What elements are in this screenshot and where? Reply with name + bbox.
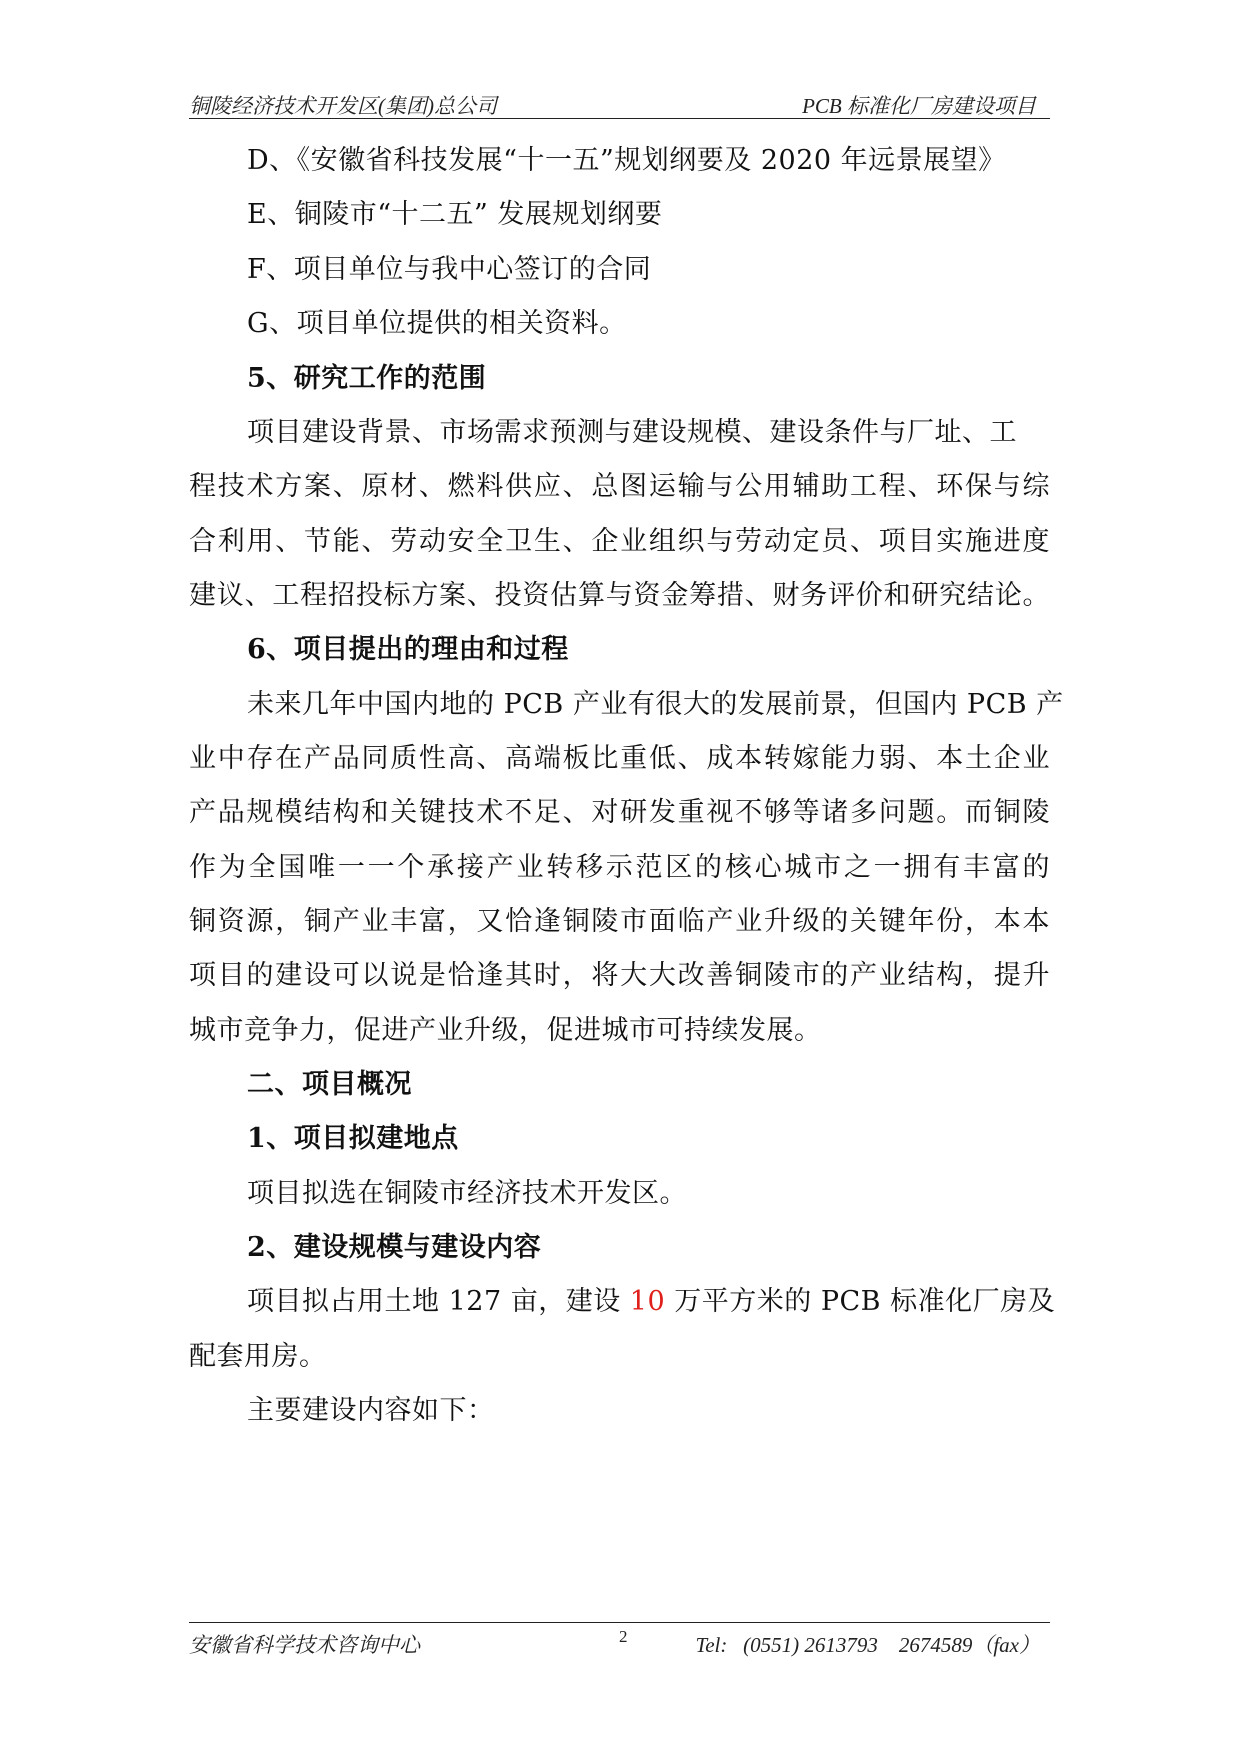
scale-paragraph-line: 配套用房。 (189, 1341, 327, 1372)
reason-paragraph-line: 未来几年中国内地的 PCB 产业有很大的发展前景，但国内 PCB 产 (247, 689, 1064, 720)
scope-paragraph-line: 合利用、节能、劳动安全卫生、企业组织与劳动定员、项目实施进度 (189, 526, 1050, 557)
reason-paragraph-line: 业中存在产品同质性高、高端板比重低、成本转嫁能力弱、本土企业 (189, 743, 1050, 774)
heading-project-overview: 二、项目概况 (247, 1069, 412, 1100)
heading-project-reason: 6、项目提出的理由和过程 (247, 634, 569, 665)
scale-text-before: 项目拟占用土地 127 亩，建设 (247, 1286, 630, 1317)
reason-paragraph-line: 产品规模结构和关键技术不足、对研发重视不够等诸多问题。而铜陵 (189, 797, 1050, 828)
scope-paragraph-line: 程技术方案、原材、燃料供应、总图运输与公用辅助工程、环保与综 (189, 471, 1050, 502)
content-intro: 主要建设内容如下： (247, 1395, 495, 1426)
scale-text-after: 万平方米的 PCB 标准化厂房及 (665, 1286, 1056, 1317)
reason-paragraph-line: 项目的建设可以说是恰逢其时，将大大改善铜陵市的产业结构，提升 (189, 960, 1050, 991)
page-header (189, 88, 1050, 119)
heading-construction-scale: 2、建设规模与建设内容 (247, 1232, 542, 1263)
reference-f: F、项目单位与我中心签订的合同 (247, 254, 652, 285)
reason-paragraph-line: 铜资源，铜产业丰富，又恰逢铜陵市面临产业升级的关键年份，本本 (189, 906, 1050, 937)
scale-paragraph-line (247, 1285, 1055, 1319)
heading-project-location: 1、项目拟建地点 (247, 1123, 459, 1154)
footer-organization: 安徽省科学技术咨询中心 (189, 1633, 420, 1657)
reference-e: E、铜陵市“十二五” 发展规划纲要 (247, 199, 663, 230)
header-organization: 铜陵经济技术开发区(集团)总公司 (189, 94, 497, 118)
heading-research-scope: 5、研究工作的范围 (247, 363, 487, 394)
location-text: 项目拟选在铜陵市经济技术开发区。 (247, 1178, 687, 1209)
reason-paragraph-line: 城市竞争力，促进产业升级，促进城市可持续发展。 (189, 1015, 822, 1046)
footer-contact: Tel: (0551) 2613793 2674589（fax） (695, 1633, 1040, 1657)
reason-paragraph-line: 作为全国唯一一个承接产业转移示范区的核心城市之一拥有丰富的 (189, 852, 1050, 883)
page-footer (189, 1622, 1050, 1659)
header-project-title: PCB 标准化厂房建设项目 (802, 94, 1036, 118)
page-number: 2 (619, 1627, 628, 1646)
reference-g: G、项目单位提供的相关资料。 (247, 308, 627, 339)
scope-paragraph-line: 项目建设背景、市场需求预测与建设规模、建设条件与厂址、工 (247, 417, 1017, 448)
scope-paragraph-line: 建议、工程招投标方案、投资估算与资金筹措、财务评价和研究结论。 (189, 580, 1050, 611)
reference-d: D、《安徽省科技发展“十一五”规划纲要及 2020 年远景展望》 (247, 145, 1006, 176)
scale-highlight-number: 10 (629, 1286, 666, 1317)
